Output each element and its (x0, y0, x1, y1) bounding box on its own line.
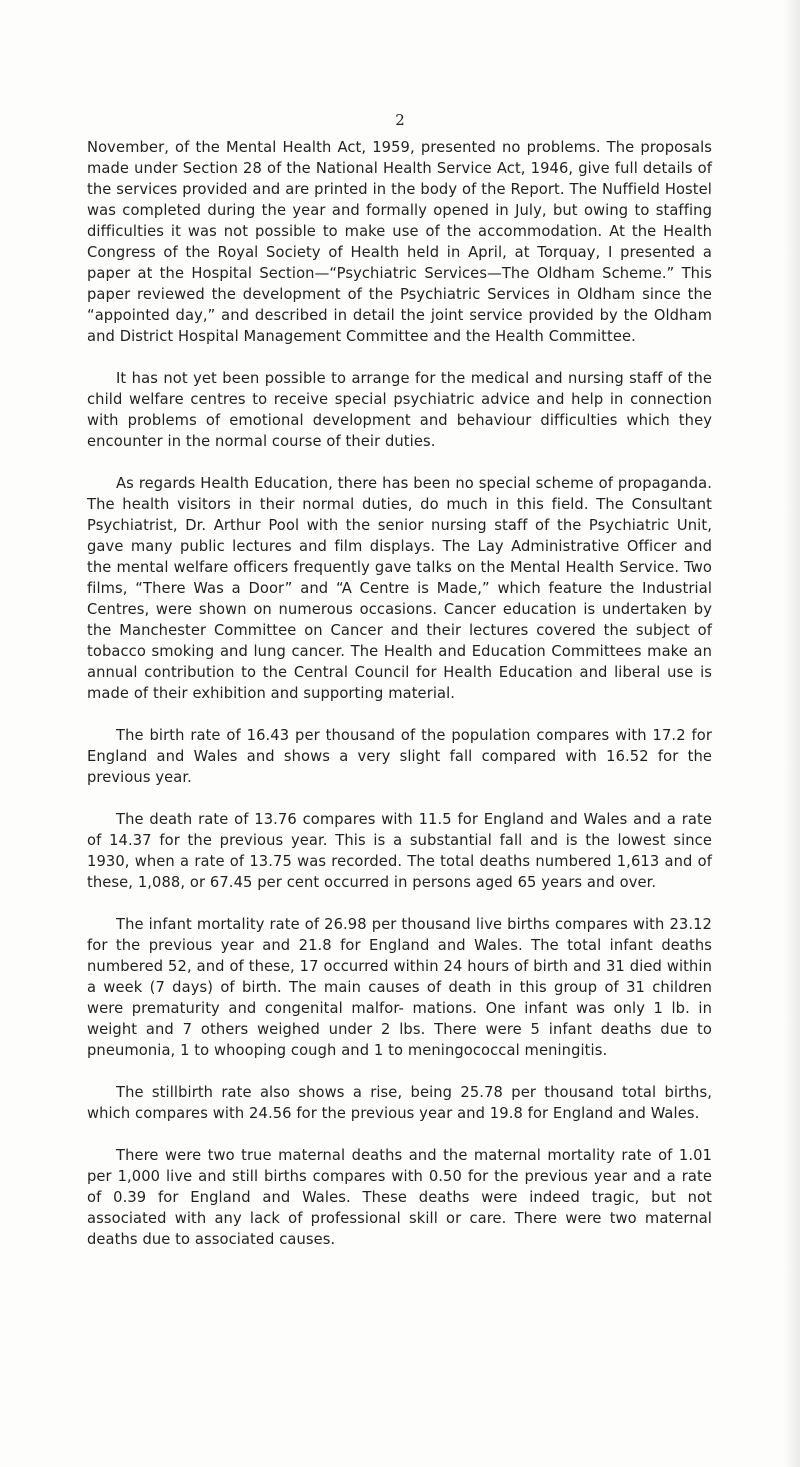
paragraph-birth-rate: The birth rate of 16.43 per thousand of the population compares with 17.2 for England and Wales and shows a very slight fall compared with 16.52 for the previous year. (87, 727, 712, 786)
paragraph-death-rate: The death rate of 13.76 compares with 11.5 for England and Wales and a rate of 14.37 for the previous year. This is a substantial fall and is the lowest since 1930, when a rate of 13.75 was recorded. The total deaths numbered 1,613 and of these, 1,088, or 67.45 per cent occurred in persons aged 65 years and over. (87, 811, 712, 891)
paragraph-mental-health-act: November, of the Mental Health Act, 1959, presented no problems. The proposals made under Section 28 of the National Health Service Act, 1946, give full details of the services provided and are printed in the body of the Report. The Nuffield Hostel was completed during the year and formally opened in July, but owing to staffing difficulties it was not possible to make use of the accommodation. At the Health Congress of the Royal Society of Health held in April, at Torquay, I presented a paper at the Hospital Section—“Psychiatric Services—The Oldham Scheme.” This paper reviewed the development of the Psychiatric Services in Oldham since the “appointed day,” and described in detail the joint service provided by the Oldham and District Hospital Management Committee and the Health Committee. (87, 139, 712, 345)
paragraph-health-education: As regards Health Education, there has been no special scheme of propaganda. The health visitors in their normal duties, do much in this field. The Consultant Psychiatrist, Dr. Arthur Pool with the senior nursing staff of the Psychiatric Unit, gave many public lectures and film displays. The Lay Administrative Officer and the mental welfare officers frequently gave talks on the Mental Health Service. Two films, “There Was a Door” and “A Centre is Made,” which feature the Industrial Centres, were shown on numerous occasions. Cancer education is undertaken by the Manchester Committee on Cancer and their lectures covered the subject of tobacco smoking and lung cancer. The Health and Education Committees make an annual contribution to the Central Council for Health Education and liberal use is made of their exhibition and supporting material. (87, 475, 712, 702)
paragraph-stillbirth-rate: The stillbirth rate also shows a rise, being 25.78 per thousand total births, which compares with 24.56 for the previous year and 19.8 for England and Wales. (87, 1084, 712, 1122)
page-edge-shadow (784, 0, 800, 1467)
page-number: 2 (395, 111, 405, 129)
paragraph-child-welfare-psychiatric-advice: It has not yet been possible to arrange for the medical and nursing staff of the child welfare centres to receive special psychiatric advice and help in connection with problems of emotional development and behaviour difficulties which they encounter in the normal course of their duties. (87, 370, 712, 450)
body-text (87, 137, 712, 1271)
paragraph-maternal-mortality: There were two true maternal deaths and the maternal mortality rate of 1.01 per 1,000 live and still births compares with 0.50 for the previous year and a rate of 0.39 for England and Wales. These deaths were indeed tragic, but not associated with any lack of professional skill or care. There were two maternal deaths due to associated causes. (87, 1147, 712, 1248)
paragraph-infant-mortality: The infant mortality rate of 26.98 per thousand live births compares with 23.12 for the previous year and 21.8 for England and Wales. The total infant deaths numbered 52, and of these, 17 occurred within 24 hours of birth and 31 died within a week (7 days) of birth. The main causes of death in this group of 31 children were prematurity and congenital malfor- mations. One infant was only 1 lb. in weight and 7 others weighed under 2 lbs. There were 5 infant deaths due to pneumonia, 1 to whooping cough and 1 to meningococcal meningitis. (87, 916, 712, 1059)
